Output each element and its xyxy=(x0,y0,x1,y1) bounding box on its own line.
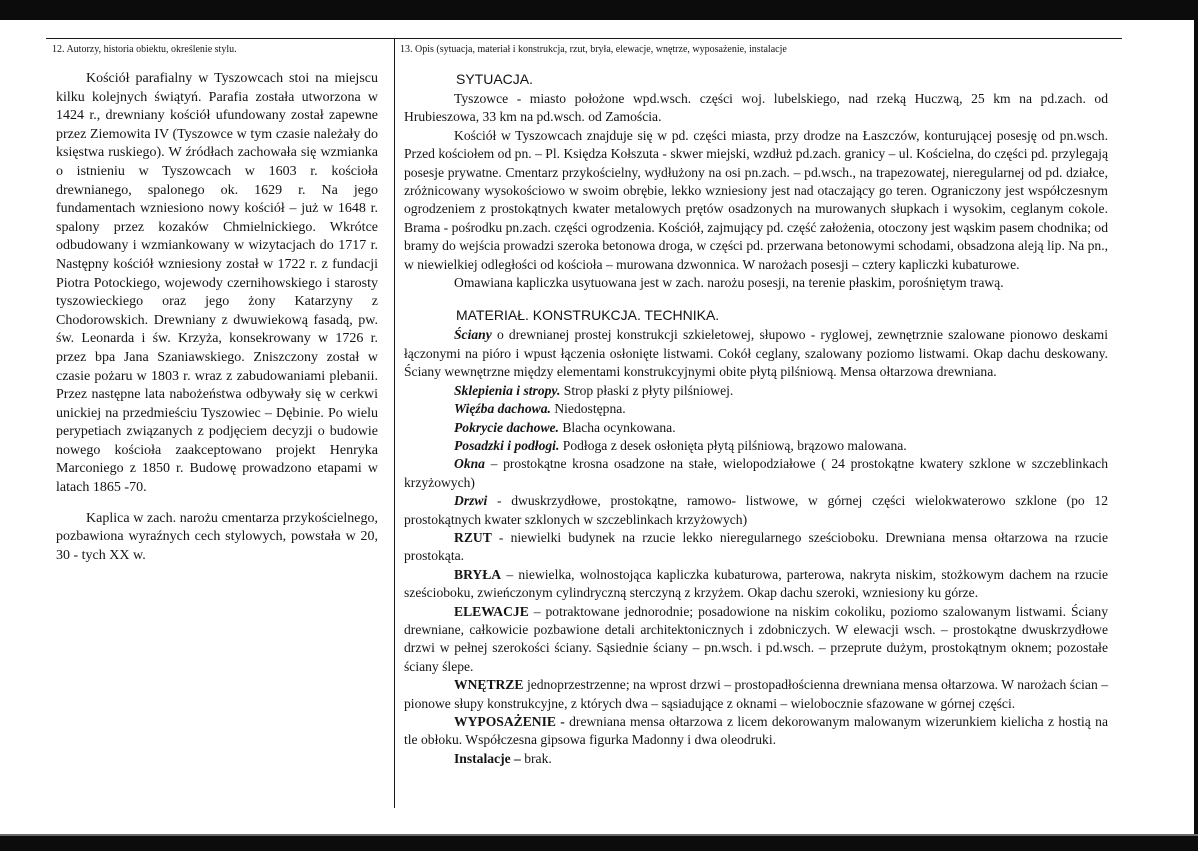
material-item xyxy=(404,437,1108,455)
material-heading: MATERIAŁ. KONSTRUKCJA. TECHNIKA. xyxy=(456,307,720,324)
material-item-lead: Instalacje – xyxy=(454,750,521,766)
situation-paragraph: Kościół w Tyszowcach znajduje się w pd. części miasta, przy drodze na Łaszczów, konturującej posesję od pn.wsch. Przed kościołem od pn. – Pl. Księdza Kołszuta - skwer miejski, wzdłuż pd.zach. granicy – ul. Kościelna, do części pd. przylegają posesje prywatne. Cmentarz przykościelny, wydłużony na osi pn.zach. – pd.wsch., na trapezowatej, nieregularnej od pd. działce, zróżnicowany wysokościowo w swoim obrębie, lekko wzniesiony jest nad otaczający go teren. Ograniczony jest współczesnym ogrodzeniem z prostokątnych kwater metalowych prętów osadzonych na murowanych słupkach i wysokim, ceglanym cokole. Brama - pośrodku pn.zach. części ogrodzenia. Kościół, zajmujący pd. część założenia, otoczony jest wąskim pasem chodnika; od bramy do wejścia prowadzi szeroka betonowa droga, w części pd. przerwana betonowymi schodami, obsadzona aleją lip. Na pn., w niewielkiej odległości od kościoła – murowana dzwonnica. W narożach posesji – cztery kapliczki kubaturowe. xyxy=(404,127,1108,272)
material-item xyxy=(404,326,1108,381)
material-item xyxy=(404,529,1108,566)
material-item-text: - dwuskrzydłowe, prostokątne, ramowo- listwowe, w górnej części wielokwaterowo szklone (po 12 prostokątnych kwater szklonych w szczeblinkach krzyżowych) xyxy=(404,493,1108,527)
history-paragraph: Kościół parafialny w Tyszowcach stoi na miejscu kilku kolejnych świątyń. Parafia została utworzona w 1424 r., drewniany kościół ufundowany został zapewne przez Ziemowita IV (Tyszowce w tym czasie należały do księstwa ruskiego). W źródłach zachowała się wzmianka o istnieniu w Tyszowcach w 1603 r. kościoła drewnianego, spalonego ok. 1629 r. Na jego fundamentach wzniesiono nowy kościół – już w 1648 r. spalony przez kozaków Chmielnickiego. Wkrótce odbudowany i wzmiankowany w wizytacjach do 1717 r. Następny kościół wzniesiony został w 1722 r. z fundacji Piotra Potockiego, wojewody czernihowskiego i starosty tyszowieckiego oraz jego żony Katarzyny z Chodorowskich. Drewniany z dwuwiekową fasadą, pw. św. Leonarda i św. Krzyża, konsekrowany w 1726 r. przez bpa Jana Szaniawskiego. Zniszczony został w czasie pożaru w 1803 r. wraz z zabudowaniami plebanii. Przez następne lata nabożeństwa odbywały się w cerkwi unickiej na przedmieściu Tyszowiec – Dębinie. Po wielu perypetiach związanych z podjęciem decyzji o budowie nowego kościoła zaakceptowano projekt Henryka Marconiego z 1850 r. Budowę prowadzono etapami w latach 1865 -70. xyxy=(56,71,378,496)
material-item-text: o drewnianej prostej konstrukcji szkieletowej, słupowo - ryglowej, zewnętrznie szalowane pionowo deskami łączonymi na pióro i wpust łączenia osłonięte listwami. Cokół ceglany, szalowany poziomo listwami. Okap dachu deskowany. Ściany wewnętrzne między elementami konstrukcyjnymi obite płytą pilśniową. Mensa ołtarzowa drewniana. xyxy=(404,327,1108,380)
history-section xyxy=(56,70,378,577)
material-item xyxy=(404,400,1108,418)
material-item-text: - niewielki budynek na rzucie lekko nieregularnego sześcioboku. Drewniana mensa ołtarzowa na rzucie prostokąta. xyxy=(404,529,1108,564)
situation-paragraph: Omawiana kapliczka usytuowana jest w zach. narożu posesji, na terenie płaskim, porośniętym trawą. xyxy=(454,275,1004,291)
material-item xyxy=(404,713,1108,750)
material-item xyxy=(404,750,1108,768)
material-item xyxy=(404,603,1108,677)
material-item-text: Strop płaski z płyty pilśniowej. xyxy=(560,382,734,398)
material-item-text: brak. xyxy=(520,750,552,766)
material-item-lead: BRYŁA xyxy=(454,566,502,582)
material-item-lead: RZUT xyxy=(454,529,492,545)
material-item-lead: WYPOSAŻENIE - xyxy=(454,714,565,729)
material-item xyxy=(404,419,1108,437)
material-item-lead: Pokrycie dachowe. xyxy=(454,419,559,435)
chapel-style-paragraph: Kaplica w zach. narożu cmentarza przykościelnego, pozbawiona wyraźnych cech stylowych, powstała w 20, 30 - tych XX w. xyxy=(56,510,378,563)
scan-top-edge xyxy=(0,0,1198,20)
material-item-text: Podłoga z desek osłonięta płytą pilśniową, brązowo malowana. xyxy=(559,437,907,453)
right-column-header: 13. Opis (sytuacja, materiał i konstrukcja, rzut, bryła, elewacje, wnętrze, wyposażenie, instalacje xyxy=(400,44,787,55)
left-column-header: 12. Autorzy, historia obiektu, określenie stylu. xyxy=(52,44,237,55)
column-divider xyxy=(394,38,395,808)
material-item-text: drewniana mensa ołtarzowa z licem dekorowanym malowanym wizerunkiem kielicha z hostią na tle obłoku. Współczesna gipsowa figurka Madonny i dwa oleodruki. xyxy=(404,714,1108,748)
material-item-lead: Więźba dachowa. xyxy=(454,401,551,417)
material-item-text: – niewielka, wolnostojąca kapliczka kubaturowa, parterowa, nakryta niskim, stożkowym dachem na rzucie sześcioboku, zwieńczonym cylindryczną sterczyną z krzyżem. Okap dachu szeroki, wzniesiony ku górze. xyxy=(404,566,1108,601)
material-item xyxy=(404,492,1108,529)
material-item-lead: Drzwi xyxy=(454,493,488,509)
material-item xyxy=(404,566,1108,603)
material-item-text: – potraktowane jednorodnie; posadowione na niskim cokoliku, poziomo szalowanym listwami. Ściany drewniane, całkowicie pozbawione detali architektonicznych i zdobniczych. W elewacji wsch. – prostokątne dwuskrzydłowe drzwi w pełnej szerokości ściany. Sąsiednie ściany – pn.wsch. i pd.wsch. – przeprute dużym, prostokątnym oknem; pozostałe ściany ślepe. xyxy=(404,603,1108,674)
material-item xyxy=(404,455,1108,492)
situation-heading: SYTUACJA. xyxy=(456,71,534,87)
description-section xyxy=(404,70,1108,768)
header-rule xyxy=(46,38,1122,39)
material-item-lead: Sklepienia i stropy. xyxy=(454,382,561,398)
situation-paragraph: Tyszowce - miasto położone wpd.wsch. części woj. lubelskiego, nad rzeką Huczwą, 25 km na pd.zach. od Hrubieszowa, 33 km na pd.wsch. od Zamościa. xyxy=(404,91,1108,125)
material-item-text: – prostokątne krosna osadzone na stałe, wielopodziałowe ( 24 prostokątne kwatery szklone w szczeblinkach krzyżowych) xyxy=(404,456,1108,490)
material-item-text: Niedostępna. xyxy=(550,401,626,417)
material-item-lead: WNĘTRZE xyxy=(454,677,524,693)
material-item xyxy=(404,676,1108,713)
scan-bottom-edge xyxy=(0,836,1198,851)
scan-right-edge xyxy=(1194,0,1198,851)
material-item xyxy=(404,382,1108,400)
material-item-text: Blacha ocynkowana. xyxy=(558,419,676,435)
material-items xyxy=(404,326,1108,768)
material-item-text: jednoprzestrzenne; na wprost drzwi – prostopadłościenna drewniana mensa ołtarzowa. W narożach ścian – pionowe słupy konstrukcyjne, z których dwa – sąsiadujące z oknami – wielobocznie sfazowane w górnej części. xyxy=(404,677,1108,711)
material-item-lead: Posadzki i podłogi. xyxy=(454,437,560,453)
material-item-lead: Ściany xyxy=(454,327,492,343)
material-item-lead: ELEWACJE xyxy=(454,603,529,619)
material-item-lead: Okna xyxy=(454,456,485,472)
